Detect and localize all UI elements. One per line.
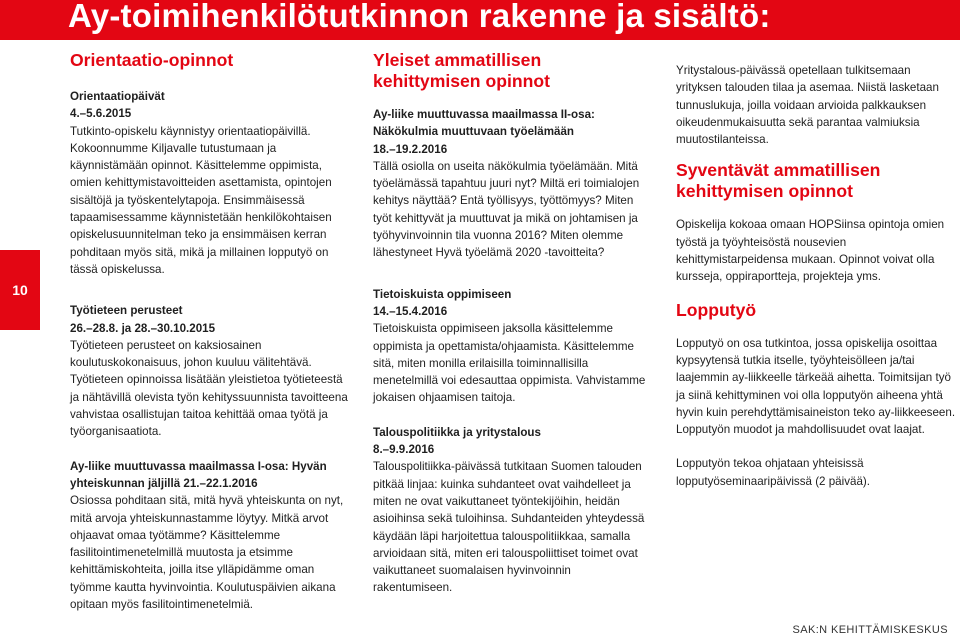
- section-title-work-science: Työtieteen perusteet: [70, 304, 183, 318]
- section-body-orientation-days: Tutkinto-opiskelu käynnistyy orientaatiopäivillä. Kokoonnumme Kiljavalle tutustumaan ja käynnistämään opinnot. Käsittelemme oppimista, omien kehittymistavoitteiden asettamista, opintojen sisältöjä ja työskentelytapoja. Ensimmäisessä tapaamisessamme käynnistetään henkilökohtaisen opiskelusuunnitelman teko ja ensimmäisen kerran pohditaan myös sitä, mikä ja millainen lopputyö on tässä opiskelussa.: [70, 124, 332, 276]
- section-date-economic-policy: 8.–9.9.2016: [373, 443, 435, 457]
- section-body-labour-movement-1: Osiossa pohditaan sitä, mitä hyvä yhteiskunta on nyt, mitä arvoja yhteiskunnastamme löytyy. Mitkä arvot ohjaavat omaa työtämme? Käsittelemme fasilitointimenetelmillä muutosta ja etsimme kehittämiskohteita, joilla itse ylläpidämme oman työmme kautta hyvinvointia. Koulutuspäivien aikana opitaan myös fasilitointimenetelmiä.: [70, 494, 344, 612]
- section-date-info-to-learning: 14.–15.4.2016: [373, 304, 448, 318]
- section-body-economic-policy: Talouspolitiikka-päivässä tutkitaan Suomen talouden pitkää linjaa: kuinka suhdanteet ovat vaihdelleet ja miten ne ovat vaikuttaneet työntekijöihin, heidän asioihinsa sekä tuloihinsa. Suhdanteiden yhteydessä käydään läpi harjoitettua talouspolitiikkaa, samalla arvioidaan sitä, miten eri talouspoliittiset toimet ovat vaikuttaneet suomalaisen hyvinvoinnin rakentumiseen.: [373, 460, 645, 595]
- column-general-studies: [373, 50, 651, 597]
- section-body-labour-movement-2: Tällä osiolla on useita näkökulmia työelämään. Mitä työelämässä tapahtuu juuri nyt? Miltä eri toimialojen kehitys näyttää? Entä työllisyys, työttömyys? Miten työt kehittyvät ja muuttuvat ja mikä on johtamisen ja työhyvinvoinnin tila vuonna 2016? Miten olemme lähestyneet Hyvä työelämä 2020 -tavoitteita?: [373, 159, 640, 260]
- section-title-labour-movement-2: Ay-liike muuttuvassa maailmassa II-osa: Näkökulmia muuttuvaan työelämään: [373, 108, 595, 139]
- section-date-work-science: 26.–28.8. ja 28.–30.10.2015: [70, 321, 216, 335]
- section-date-labour-movement-2: 18.–19.2.2016: [373, 142, 448, 156]
- column-orientation: [70, 50, 348, 613]
- advanced-studies-text: Opiskelija kokoaa omaan HOPSiinsa opintoja omien työstä ja työyhteisöstä nousevien kehittymistarpeidensa mukaan. Opinnot voivat olla kursseja, oppiraportteja, projekteja yms.: [676, 218, 945, 284]
- column-advanced-studies: [676, 62, 956, 490]
- business-economics-text: Yritystalous-päivässä opetellaan tulkitsemaan yrityksen talouden tilaa ja asemaa. Niistä lasketaan tunnuslukuja, joilla voidaan arvioida palkkauksen oikeudenmukaisuutta sekä parantaa valmiuksia muutostilanteissa.: [676, 64, 939, 147]
- section-title-labour-movement-1: Ay-liike muuttuvassa maailmassa I-osa: Hyvän yhteiskunnan jäljillä 21.–22.1.2016: [70, 459, 327, 490]
- page-number: 10: [12, 282, 28, 298]
- page-title: Ay-toimihenkilötutkinnon rakenne ja sisältö:: [68, 0, 771, 34]
- final-project-guidance-text: Lopputyön tekoa ohjataan yhteisissä lopputyöseminaaripäivissä (2 päivää).: [676, 457, 870, 488]
- section-body-work-science: Työtieteen perusteet on kaksiosainen koulutuskokonaisuus, johon kuuluu välitehtävä. Työtieteen opinnoissa lisätään yleistietoa työtieteestä ja nähtävillä olevista työn kehityssuunnista tavoitteena vahvistaa osallistujan taitoa kehittää omaa työtä ja työorganisaatiota.: [70, 338, 348, 439]
- title-bar: [0, 0, 960, 40]
- section-title-orientation-days: Orientaatiopäivät: [70, 90, 165, 103]
- section-title-info-to-learning: Tietoiskuista oppimiseen: [373, 287, 512, 301]
- final-project-text: Lopputyö on osa tutkintoa, jossa opiskelija osoittaa kypsyytensä tutkia itselle, työyhteisölleen ja/tai laajemmin ay-liikkeelle tärkeää aihetta. Toimitsijan työ ja siinä kehittyminen voi olla lopputyön aiheena yhtä hyvin kuin perehdyttämisaineiston teko ay-liikkeeseen. Lopputyön muodot ja mahdollisuudet ovat laajat.: [676, 336, 956, 437]
- heading-general-studies: Yleiset ammatillisen kehittymisen opinnot: [373, 50, 550, 91]
- footer-organization: SAK:N KEHITTÄMISKESKUS: [792, 624, 948, 636]
- heading-orientation-studies: Orientaatio-opinnot: [70, 50, 234, 70]
- heading-advanced-studies: Syventävät ammatillisen kehittymisen opinnot: [676, 160, 881, 202]
- section-date-orientation-days: 4.–5.6.2015: [70, 107, 132, 121]
- section-body-info-to-learning: Tietoiskuista oppimiseen jaksolla käsittelemme oppimista ja opettamista/ohjaamista. Käsittelemme sitä, miten monilla erilaisilla toiminnallisilla menetelmillä voi edesauttaa oppimista. Vahvistamme jokaisen ohjaamisen taitoja.: [373, 322, 646, 405]
- section-title-economic-policy: Talouspolitiikka ja yritystalous: [373, 425, 541, 439]
- heading-final-project: Lopputyö: [676, 299, 757, 320]
- page-number-tab: [0, 250, 40, 330]
